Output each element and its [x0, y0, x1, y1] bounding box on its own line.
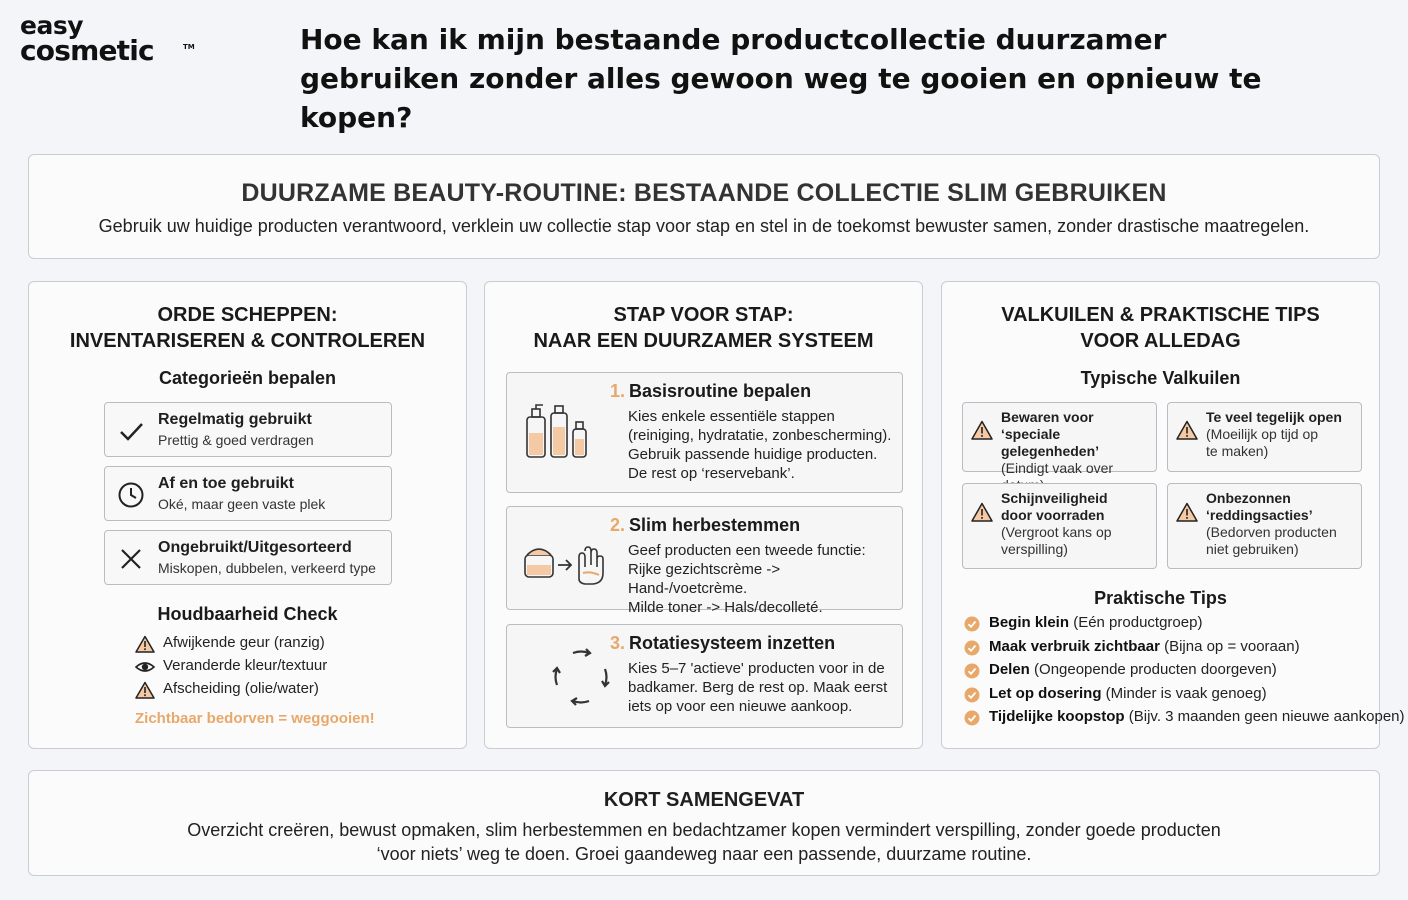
summary-line: ‘voor niets’ weg te doen. Groei gaandeweg naar een passende, duurzame routine.	[376, 844, 1032, 864]
step-line: Rijke gezichtscrème -> Hand-/voetcrème.	[628, 561, 781, 597]
warning-icon	[971, 502, 993, 522]
step-title: Rotatiesysteem inzetten	[629, 633, 836, 653]
inventory-title	[29, 302, 466, 354]
pitfall-note: te maken)	[1206, 443, 1269, 459]
pitfall-card	[1167, 402, 1362, 472]
check-circle-icon	[964, 616, 980, 632]
step-line: Kies enkele essentiële stappen	[628, 408, 835, 425]
inventory-title-line2: INVENTARISEREN & CONTROLEREN	[69, 330, 426, 352]
pitfall-text	[1206, 490, 1358, 558]
tip-rest: (Minder is vaak genoeg)	[1101, 684, 1267, 702]
pitfall-card	[962, 483, 1157, 569]
check-item	[135, 634, 327, 657]
step-text	[628, 407, 898, 483]
category-title: Af en toe gebruikt	[158, 475, 295, 492]
warning-icon	[135, 681, 155, 699]
tip-item	[964, 614, 1405, 638]
logo-line1: easy	[20, 11, 84, 40]
pitfall-note: (Vergroot kans op	[1001, 524, 1112, 540]
steps-title	[485, 302, 922, 354]
category-card	[104, 402, 392, 457]
step-title: Slim herbestemmen	[629, 515, 801, 535]
bottles-icon	[521, 403, 591, 459]
step-text	[628, 659, 898, 716]
pitfall-bold: Bewaren voor ‘speciale	[1001, 409, 1094, 442]
pitfall-bold: Schijnveiligheid	[1001, 490, 1108, 506]
category-desc: Oké, maar geen vaste plek	[158, 496, 326, 512]
tip-rest: (Bijna op = vooraan)	[1159, 637, 1300, 655]
tip-rest: (Eén productgroep)	[1069, 614, 1203, 631]
summary-text	[29, 818, 1379, 866]
step-card	[506, 506, 903, 616]
header-subtitle: Gebruik uw huidige producten verantwoord, verklein uw collectie stap voor stap en stel in de toekomst bewuster samen, zonder drastische maatregelen.	[98, 216, 1310, 236]
pitfall-card	[962, 402, 1157, 476]
header-title: DUURZAME BEAUTY-ROUTINE: BESTAANDE COLLECTIE SLIM GEBRUIKEN	[241, 179, 1167, 207]
check-text: Veranderde kleur/textuur	[163, 657, 328, 674]
pitfall-note: (Moeilijk op tijd op	[1206, 426, 1319, 442]
tip-bold: Let op dosering	[989, 684, 1102, 702]
category-desc: Prettig & goed verdragen	[158, 432, 314, 448]
pitfall-bold: door voorraden	[1001, 507, 1105, 523]
pitfall-note: (Bedorven producten	[1206, 524, 1337, 540]
tips-heading: Praktische Tips	[1094, 588, 1227, 608]
shelf-life-heading: Houdbaarheid Check	[157, 604, 338, 624]
tip-bold: Maak verbruik zichtbaar	[989, 637, 1160, 655]
pitfall-bold: Onbezonnen	[1206, 490, 1291, 506]
jar-to-hand-icon	[521, 537, 611, 587]
summary-title: KORT SAMENGEVAT	[603, 789, 805, 811]
check-circle-icon	[964, 710, 980, 726]
summary-line: Overzicht creëren, bewust opmaken, slim herbestemmen en bedachtzamer kopen vermindert verspilling, zonder goede producten	[187, 820, 1221, 840]
categories-heading: Categorieën bepalen	[158, 368, 337, 388]
logo-tm: TM	[183, 43, 195, 51]
category-desc: Miskopen, dubbelen, verkeerd type	[158, 560, 376, 576]
warning-icon	[135, 635, 155, 653]
check-circle-icon	[964, 640, 980, 656]
summary-panel	[28, 770, 1380, 876]
check-circle-icon	[964, 687, 980, 703]
inventory-panel	[28, 281, 467, 749]
tip-bold: Begin klein	[989, 614, 1070, 631]
steps-panel	[484, 281, 923, 749]
pitfall-text	[1001, 490, 1153, 558]
step-number: 1.	[610, 381, 626, 401]
category-title: Ongebruikt/Uitgesorteerd	[158, 539, 352, 556]
cross-icon	[117, 545, 145, 573]
easy-cosmetic-logo	[20, 11, 195, 70]
pitfalls-tips-title	[942, 302, 1379, 354]
pitfalls-heading: Typische Valkuilen	[1080, 368, 1241, 388]
tips-list	[964, 614, 1405, 732]
step-card	[506, 372, 903, 493]
warning-icon	[971, 420, 993, 440]
pitfalls-tips-title-line1: VALKUILEN & PRAKTISCHE TIPS	[1001, 304, 1320, 326]
step-line: Milde toner -> Hals/decolleté.	[628, 599, 823, 616]
warning-icon	[1176, 502, 1198, 522]
check-item	[135, 680, 327, 703]
steps-title-line2: NAAR EEN DUURZAMER SYSTEEM	[533, 330, 874, 352]
pitfall-note: niet gebruiken)	[1206, 541, 1299, 557]
step-heading	[610, 381, 811, 402]
step-line: (reiniging, hydratatie, zonbescherming).	[628, 427, 892, 444]
category-title: Regelmatig gebruikt	[158, 411, 312, 428]
tip-bold: Tijdelijke koopstop	[989, 708, 1125, 725]
check-item	[135, 657, 327, 680]
pitfall-note: verspilling)	[1001, 541, 1068, 557]
eye-icon	[135, 658, 155, 676]
step-text	[628, 541, 898, 617]
shelf-life-checks	[135, 634, 327, 703]
checkmark-icon	[117, 417, 145, 445]
step-line: Kies 5–7 'actieve' producten voor in de	[628, 660, 885, 677]
pitfall-text	[1206, 409, 1358, 460]
step-title: Basisroutine bepalen	[629, 381, 812, 401]
step-heading	[610, 515, 800, 536]
rotation-icon	[549, 645, 613, 709]
pitfalls-tips-panel	[941, 281, 1405, 749]
logo-line2: cosmetic	[20, 33, 154, 67]
tip-item	[964, 708, 1405, 732]
clock-icon	[117, 481, 145, 509]
warning-icon	[1176, 420, 1198, 440]
step-line: Geef producten een tweede functie:	[628, 542, 866, 559]
step-line: Gebruik passende huidige producten.	[628, 446, 878, 463]
tip-bold: Delen	[989, 661, 1030, 678]
tip-item	[964, 685, 1405, 709]
pitfall-card	[1167, 483, 1362, 569]
step-number: 3.	[610, 633, 626, 653]
pitfall-text	[1001, 409, 1153, 494]
tip-rest: (Bijv. 3 maanden geen nieuwe aankopen)	[1124, 708, 1405, 725]
header-panel	[28, 154, 1380, 259]
check-circle-icon	[964, 663, 980, 679]
check-text: Afwijkende geur (ranzig)	[163, 634, 325, 651]
tip-rest: (Ongeopende producten doorgeven)	[1029, 661, 1277, 678]
step-line: iets op voor een nieuwe aankoop.	[628, 698, 853, 715]
steps-title-line1: STAP VOOR STAP:	[613, 304, 794, 326]
step-line: badkamer. Berg de rest op. Maak eerst	[628, 679, 888, 696]
tip-item	[964, 638, 1405, 662]
step-number: 2.	[610, 515, 626, 535]
check-text: Afscheiding (olie/water)	[163, 680, 319, 697]
inventory-title-line1: ORDE SCHEPPEN:	[157, 304, 338, 326]
pitfall-bold: gelegenheden’	[1001, 443, 1100, 459]
step-card	[506, 624, 903, 728]
pitfall-bold: ‘reddingsacties’	[1206, 507, 1313, 523]
category-card	[104, 530, 392, 585]
pitfall-bold: Te veel tegelijk open	[1206, 409, 1342, 425]
step-line: De rest op ‘reservebank’.	[628, 465, 795, 482]
discard-note: Zichtbaar bedorven = weggooien!	[135, 710, 375, 727]
pitfalls-tips-title-line2: VOOR ALLEDAG	[1080, 330, 1241, 352]
step-heading	[610, 633, 835, 654]
tip-item	[964, 661, 1405, 685]
pitfall-note: (Eindigt vaak over	[1001, 460, 1114, 476]
category-card	[104, 466, 392, 521]
page-question: Hoe kan ik mijn bestaande productcollectie duurzamer gebruiken zonder alles gewoon weg te gooien en opnieuw te kopen?	[300, 23, 1262, 134]
